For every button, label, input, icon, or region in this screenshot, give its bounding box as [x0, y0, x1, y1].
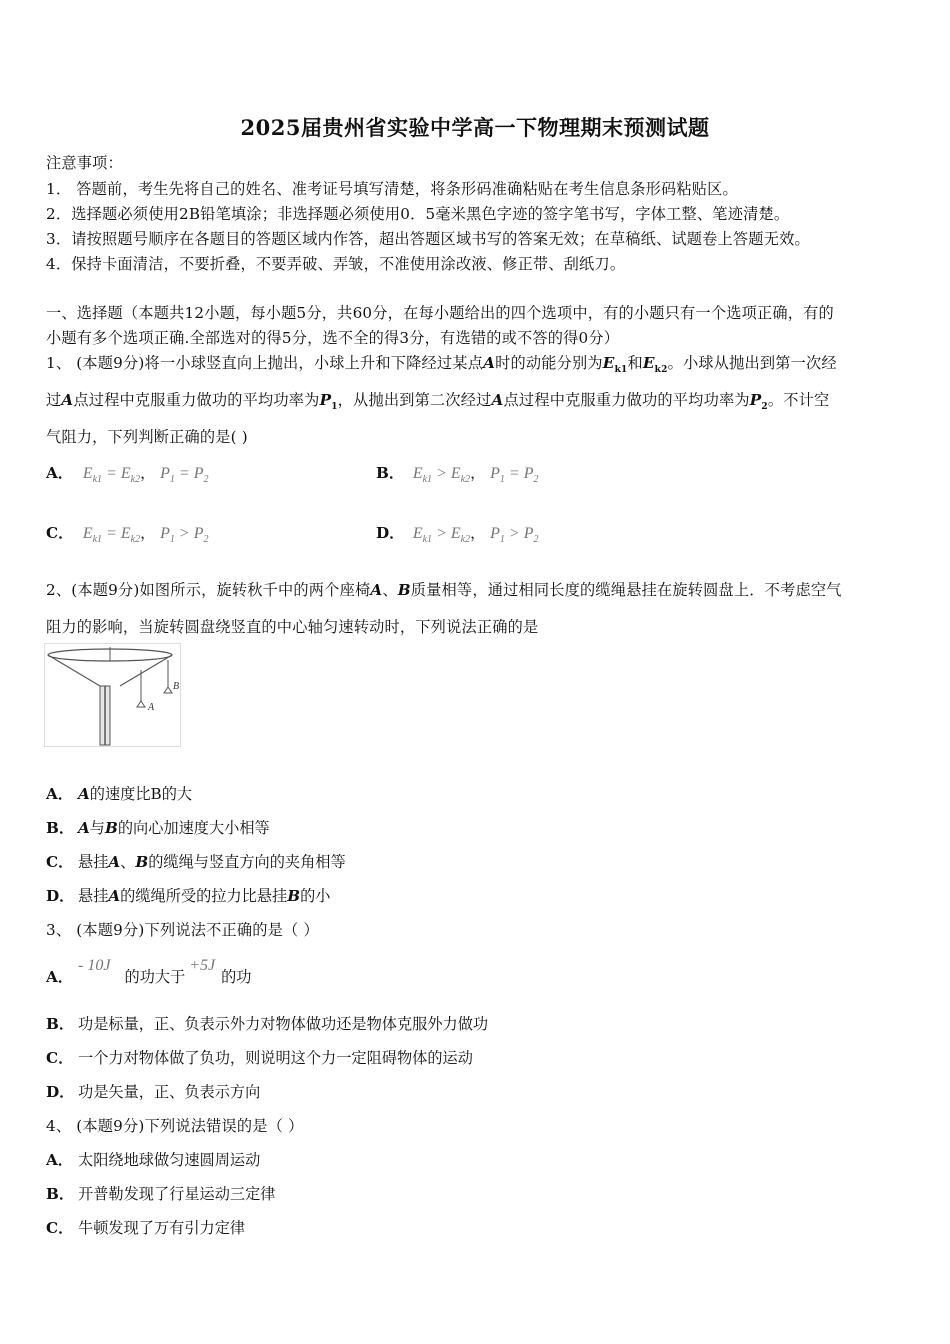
notice-item-1: 1． 答题前，考生先将自己的姓名、准考证号填写清楚，将条形码准确粘贴在考生信息条形码粘贴区。: [46, 180, 738, 198]
figure-label-b: B: [173, 681, 180, 692]
q3-stem: 3、 (本题9分)下列说法不正确的是（ ）: [46, 921, 319, 939]
q4-stem: 4、 (本题9分)下列说法错误的是（ ）: [46, 1117, 304, 1135]
section-intro-line-2: 小题有多个选项正确.全部选对的得5分，选不全的得3分，有选错的或不答的得0分）: [46, 329, 620, 347]
q2-option-c[interactable]: C． 悬挂A、B的缆绳与竖直方向的夹角相等: [46, 853, 346, 871]
q1-stem-line-2: 过A点过程中克服重力做功的平均功率为$P_1$，从抛出到第二次经过A点过程中克服重力做功的平均功率为$P_2$。不计空: [46, 391, 830, 413]
q2-option-b[interactable]: B． A与B的向心加速度大小相等: [46, 819, 270, 837]
figure-label-a: A: [148, 702, 155, 713]
q1-option-c-formula: $E_{k1} = E_{k2}$: [82, 525, 141, 546]
notice-item-4: 4．保持卡面清洁，不要折叠，不要弄破、弄皱，不准使用涂改液、修正带、刮纸刀。: [46, 255, 626, 273]
q1-option-d[interactable]: D． $E_{k1} > E_{k2}$， $P_1 > P_2$: [376, 524, 539, 546]
notice-heading: 注意事项：: [46, 154, 123, 172]
notice-item-3: 3．请按照题号顺序在各题目的答题区域内作答，超出答题区域书写的答案无效；在草稿纸、试题卷上答题无效。: [46, 230, 810, 248]
notice-item-2: 2．选择题必须使用2B铅笔填涂；非选择题必须使用0．5毫米黑色字迹的签字笔书写，字体工整、笔迹清楚。: [46, 205, 790, 223]
q1-option-d-formula: $E_{k1} > E_{k2}$: [412, 525, 471, 546]
q3-option-c[interactable]: C． 一个力对物体做了负功，则说明这个力一定阻碍物体的运动: [46, 1049, 473, 1067]
rotating-swing-figure: [44, 643, 181, 747]
q1-stem-line-1: 1、 (本题9分)将一小球竖直向上抛出，小球上升和下降经过某点A时的动能分别为$E_{k1}$和$E_{k2}$。小球从抛出到第一次经: [46, 354, 837, 376]
q1-option-b[interactable]: B． $E_{k1} > E_{k2}$， $P_1 = P_2$: [376, 464, 539, 486]
q1-option-a-formula: $E_{k1} = E_{k2}$: [82, 465, 141, 486]
q1-option-c[interactable]: C． $E_{k1} = E_{k2}$， $P_1 > P_2$: [46, 524, 209, 546]
q4-option-a[interactable]: A． 太阳绕地球做匀速圆周运动: [46, 1151, 261, 1169]
q3-option-b[interactable]: B． 功是标量，正、负表示外力对物体做功还是物体克服外力做功: [46, 1015, 489, 1033]
q1-stem-line-3: 气阻力，下列判断正确的是( ): [46, 428, 248, 446]
q2-option-a[interactable]: A． A的速度比B的大: [46, 785, 193, 803]
q2-stem-line-1: 2、(本题9分)如图所示，旋转秋千中的两个座椅A、B质量相等，通过相同长度的缆绳悬挂在旋转圆盘上．不考虑空气: [46, 581, 842, 599]
q3-option-d[interactable]: D． 功是矢量，正、负表示方向: [46, 1083, 261, 1101]
section-intro-line-1: 一、选择题（本题共12小题，每小题5分，共60分，在每小题给出的四个选项中，有的小题只有一个选项正确，有的: [46, 304, 834, 322]
page-title: 2025届贵州省实验中学高一下物理期末预测试题: [240, 115, 710, 140]
q1-option-b-formula: $E_{k1} > E_{k2}$: [412, 465, 471, 486]
q2-option-d[interactable]: D． 悬挂A的缆绳所受的拉力比悬挂B的小: [46, 887, 331, 905]
q4-option-b[interactable]: B． 开普勒发现了行星运动三定律: [46, 1185, 276, 1203]
q1-option-a[interactable]: A． $E_{k1} = E_{k2}$， $P_1 = P_2$: [46, 464, 209, 486]
q3-option-a[interactable]: A．- 10J的功大于+5J的功: [46, 957, 252, 986]
q2-stem-line-2: 阻力的影响，当旋转圆盘绕竖直的中心轴匀速转动时，下列说法正确的是: [46, 618, 539, 636]
q4-option-c[interactable]: C． 牛顿发现了万有引力定律: [46, 1219, 246, 1237]
